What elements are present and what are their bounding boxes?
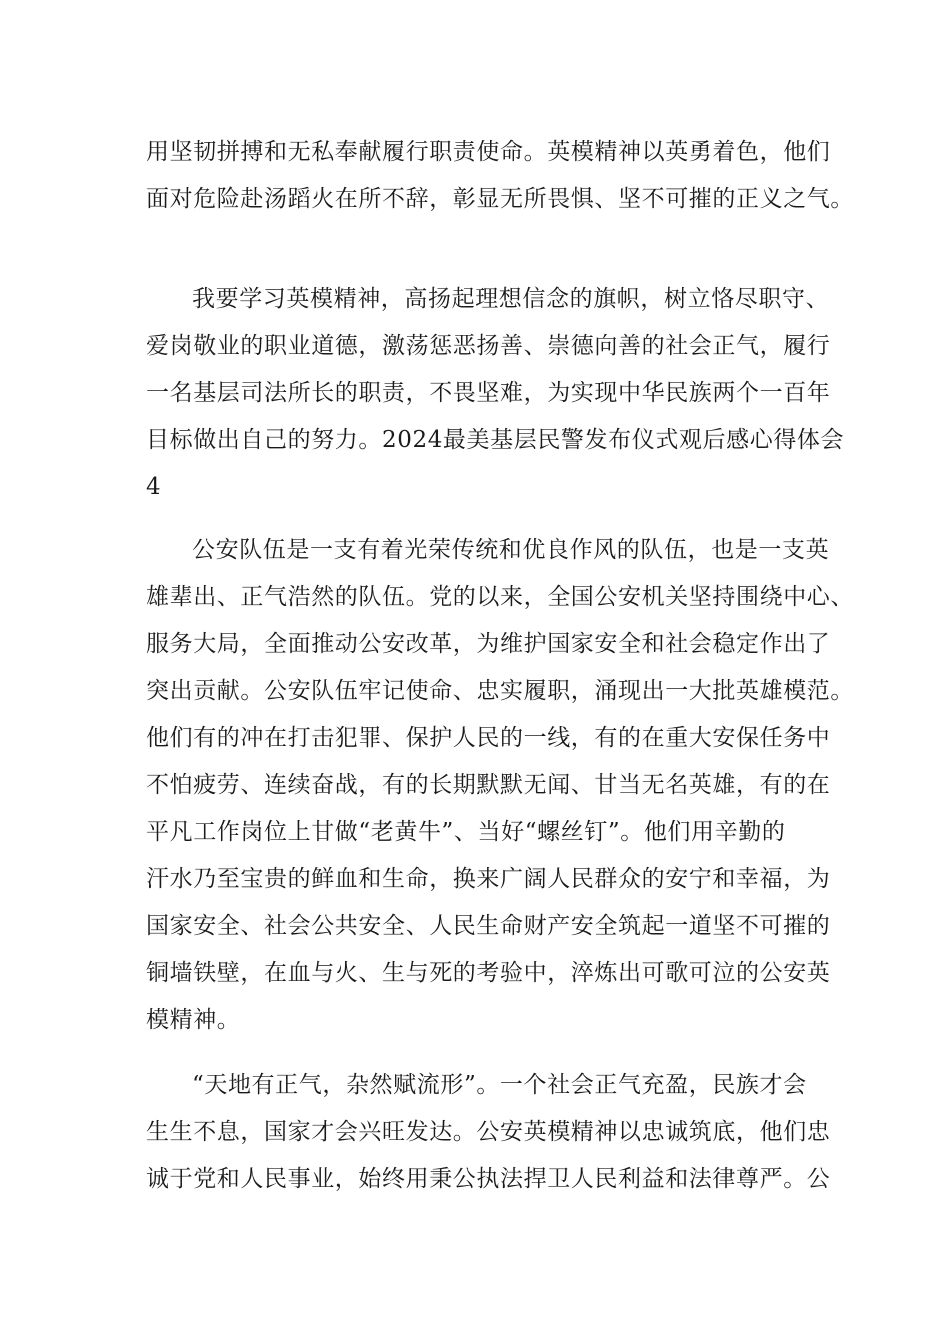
paragraph-line: 国家安全、社会公共安全、人民生命财产安全筑起一道坚不可摧的 — [146, 913, 831, 939]
paragraph-line: 平凡工作岗位上甘做“老黄牛”、当好“螺丝钉”。他们用辛勤的 — [146, 819, 786, 845]
paragraph-line: 目标做出自己的努力。2024最美基层民警发布仪式观后感心得体会 — [146, 427, 845, 453]
paragraph-line: 诚于党和人民事业，始终用秉公执法捍卫人民利益和法律尊严。公 — [146, 1166, 831, 1192]
paragraph-line: 用坚韧拼搏和无私奉献履行职责使命。英模精神以英勇着色，他们 — [146, 139, 831, 165]
paragraph-line: 雄辈出、正气浩然的队伍。党的以来，全国公安机关坚持围绕中心、 — [146, 584, 854, 610]
paragraph-first-line: 公安队伍是一支有着光荣传统和优良作风的队伍，也是一支英 — [192, 537, 830, 563]
paragraph-line: 模精神。 — [146, 1007, 241, 1033]
paragraph-first-line: “天地有正气，杂然赋流形”。一个社会正气充盈，民族才会 — [192, 1072, 807, 1098]
paragraph-line: 不怕疲劳、连续奋战，有的长期默默无闻、甘当无名英雄，有的在 — [146, 772, 831, 798]
paragraph-line: 突出贡献。公安队伍牢记使命、忠实履职，涌现出一大批英雄模范。 — [146, 678, 854, 704]
paragraph-line: 汗水乃至宝贵的鲜血和生命，换来广阔人民群众的安宁和幸福，为 — [146, 866, 831, 892]
paragraph-line: 他们有的冲在打击犯罪、保护人民的一线，有的在重大安保任务中 — [146, 725, 831, 751]
paragraph-line: 面对危险赴汤蹈火在所不辞，彰显无所畏惧、坚不可摧的正义之气。 — [146, 186, 854, 212]
paragraph-line: 一名基层司法所长的职责，不畏坚难，为实现中华民族两个一百年 — [146, 380, 831, 406]
paragraph-line: 服务大局，全面推动公安改革，为维护国家安全和社会稳定作出了 — [146, 631, 831, 657]
paragraph-line: 4 — [146, 474, 162, 500]
paragraph-first-line: 我要学习英模精神，高扬起理想信念的旗帜，树立恪尽职守、 — [192, 286, 830, 312]
paragraph-line: 生生不息，国家才会兴旺发达。公安英模精神以忠诚筑底，他们忠 — [146, 1119, 831, 1145]
paragraph-line: 爱岗敬业的职业道德，激荡惩恶扬善、崇德向善的社会正气，履行 — [146, 333, 831, 359]
paragraph-line: 铜墙铁壁，在血与火、生与死的考验中，淬炼出可歌可泣的公安英 — [146, 960, 831, 986]
